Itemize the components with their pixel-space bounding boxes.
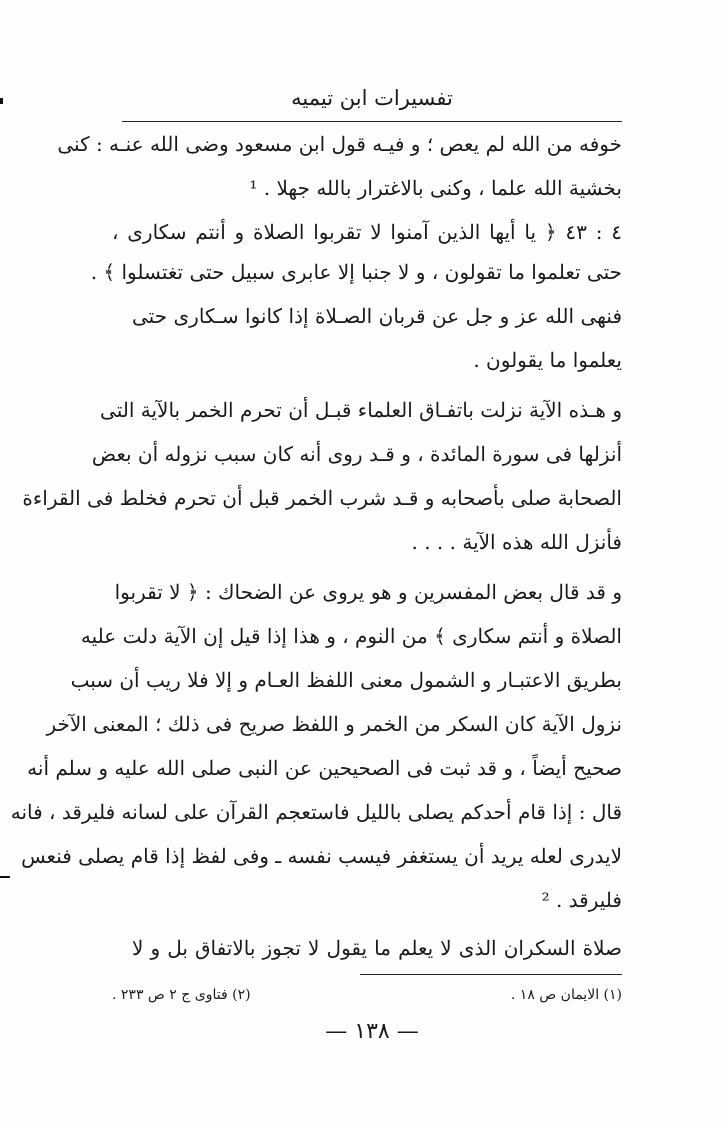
text-line: بخشية الله علما ، وكنى بالاغترار بالله جهلا . ¹ (249, 176, 622, 200)
text-line: ٤ : ٤٣ ﴿ يا أيها الذين آمنوا لا تقربوا الصلاة و أنتم سكارى ، (112, 220, 623, 244)
margin-mark (0, 876, 10, 878)
text-line: الصحابة صلى بأصحابه و قـد شرب الخمر قبل أن تحرم فخلط فى القراءة (22, 486, 622, 510)
text-line: لايدرى لعله يريد أن يستغفر فيسب نفسه ـ وفى لفظ إذا قام يصلى فنعس (21, 844, 622, 868)
text-line: أنزلها فى سورة المائدة ، و قـد روى أنه كان سبب نزوله أن بعض (91, 442, 622, 466)
text-line: بطريق الاعتبـار و الشمول معنى اللفظ العـام و إلا فلا ريب أن سبب (70, 668, 622, 692)
footnote-2: (٢) فتاوى ج ٢ ص ٢٣٣ . (112, 987, 251, 1003)
text-line: و قد قال بعض المفسرين و هو يروى عن الضحاك : ﴿ لا تقربوا (114, 580, 622, 604)
header-rule (122, 121, 622, 122)
footnotes (112, 982, 622, 1008)
running-header: تفسيرات ابن تيميه (291, 86, 453, 110)
text-line: خوفه من الله لم يعص ؛ و فيـه قول ابن مسعود وضى الله عنـه : كنى (57, 132, 622, 156)
page-number: — ١٣٨ — (325, 1019, 419, 1044)
text-line: حتى تعلموا ما تقولون ، و لا جنبا إلا عابرى سبيل حتى تغتسلوا ﴾ . (90, 260, 622, 284)
text-line: صلاة السكران الذى لا يعلم ما يقول لا تجوز بالاتفاق بل و لا (132, 936, 622, 960)
text-line: فليرقد . ² (541, 888, 622, 912)
text-line: يعلموا ما يقولون . (473, 348, 622, 372)
text-line: فنهى الله عز و جل عن قربان الصـلاة إذا كانوا سـكارى حتى (132, 304, 622, 328)
text-line: قال : إذا قام أحدكم يصلى بالليل فاستعجم القرآن على لسانه فليرقد ، فانه (10, 800, 622, 824)
text-line: و هـذه الآية نزلت باتفـاق العلماء قبـل أن تحرم الخمر بالآية التى (100, 398, 622, 422)
text-line: الصلاة و أنتم سكارى ﴾ من النوم ، و هذا إذا قيل إن الآية دلت عليه (80, 624, 622, 648)
footnote-1: (١) الايمان ص ١٨ . (510, 987, 622, 1003)
text-line: صحيح أيضاً ، و قد ثبت فى الصحيحين عن النبى صلى الله عليه و سلم أنه (27, 756, 622, 780)
footnote-rule (360, 974, 622, 975)
text-line: فأنزل الله هذه الآية . . . . (411, 530, 622, 554)
text-line: نزول الآية كان السكر من الخمر و اللفظ صريح فى ذلك ؛ المعنى الآخر (46, 712, 622, 736)
margin-mark (0, 98, 3, 104)
